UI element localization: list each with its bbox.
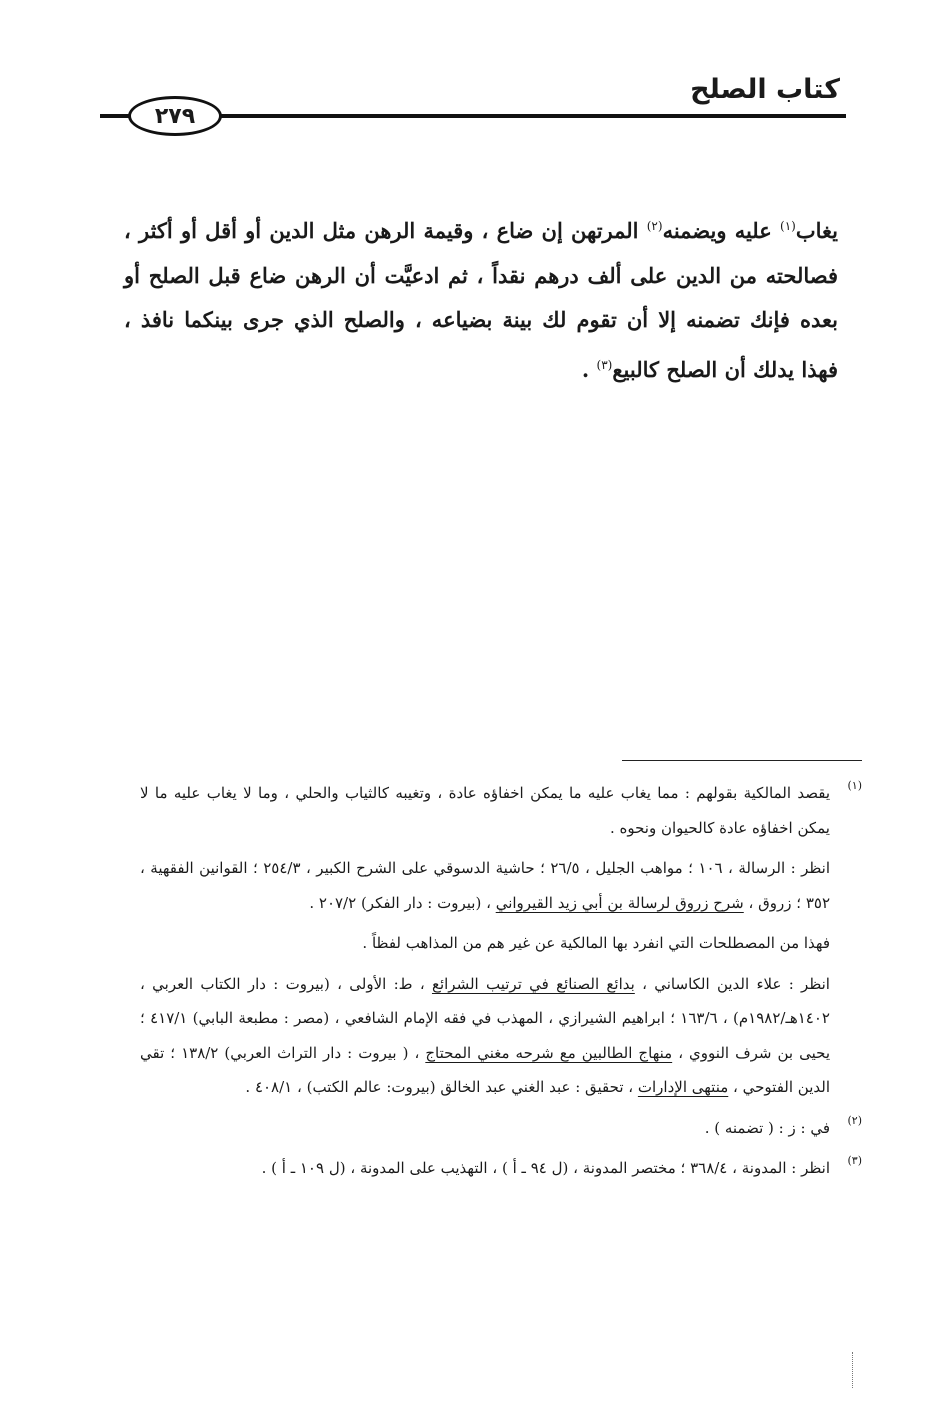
footnotes — [110, 776, 862, 1192]
footnote-separator — [622, 760, 862, 761]
footnote-body — [110, 1111, 830, 1152]
footnote-body — [110, 776, 830, 1111]
header-rule — [122, 114, 846, 118]
footnote-2 — [110, 1111, 862, 1152]
body-text-segment: يغاب — [795, 218, 838, 243]
footnote-paragraph: يقصد المالكية بقولهم : مما يغاب عليه ما يمكن اخفاؤه عادة ، وتغيبه كالثياب والحلي ، وما لا يغاب عليه ما لا يمكن اخفاؤه عادة كالحيوان ونحوه . — [140, 784, 830, 837]
footnote-paragraph: فهذا من المصطلحات التي انفرد بها المالكية عن غير هم من المذاهب لفظاً . — [362, 934, 830, 952]
cited-title: منهاج الطالبين مع شرحه مغني المحتاج — [425, 1043, 673, 1062]
body-text-segment: عليه ويضمنه — [662, 218, 781, 243]
footnote-text: ، تحقيق : عبد الغني عبد الخالق (بيروت: عالم الكتب) ، ٤٠٨/١ . — [245, 1078, 638, 1096]
scan-artifact — [852, 1352, 855, 1388]
footnote-ref-2: (٢) — [646, 219, 663, 233]
footnote-text: ، (بيروت : دار الفكر) ٢٠٧/٢ . — [309, 893, 496, 912]
body-text-segment: المرتهن إن ضاع ، وقيمة الرهن مثل الدين أو أقل أو أكثر ، فصالحته من الدين على ألف درهم نقداً ، ثم ادعيَّت أن الرهن ضاع قبل الصلح أو بعده فإنك تضمنه إلا أن تقوم لك بينة بضياعه ، والصلح الذي جرى بينكما نافذ ، فهذا يدلك أن الصلح كالبيع — [124, 218, 838, 382]
footnote-body — [110, 1151, 830, 1192]
footnote-text: انظر : الرسالة ، ١٠٦ ؛ مواهب الجليل ، ٢٦/٥ ؛ حاشية الدسوقي على الشرح الكبير ، ٢٥٤/٣ ؛ القوانين الفقهية ، ٣٥٢ ؛ زروق ، — [140, 859, 831, 912]
running-header-title: كتاب الصلح — [690, 74, 840, 105]
main-paragraph — [124, 204, 838, 392]
page-number-badge — [128, 96, 222, 136]
footnote-paragraph: في : ز : ( تضمنه ) . — [704, 1118, 830, 1137]
footnote-mark: (٢) — [847, 1113, 862, 1127]
cited-title: شرح زروق لرسالة بن أبي زيد القيرواني — [495, 893, 744, 912]
footnote-paragraph — [140, 967, 830, 1105]
footnote-text: انظر : علاء الدين الكاساني ، — [634, 974, 830, 993]
cited-title: بدائع الصنائع في ترتيب الشرائع — [431, 974, 635, 993]
footnote-ref-1: (١) — [780, 219, 796, 233]
footnote-text: ، ط: الأولى ، (بيروت : دار الكتاب العربي ، ١٤٠٢هـ/١٩٨٢م) ، ١٦٣/٦ ؛ ابراهيم الشيرازي ، المهذب في فقه الإمام الشافعي ، (مصر : مطبعة البابي) ٤١٧/١ ؛ يحيى بن شرف النووي ، — [140, 974, 830, 1062]
page-number: ٢٧٩ — [154, 103, 196, 129]
footnote-paragraph — [140, 851, 830, 920]
body-text-segment: . — [581, 356, 597, 382]
footnote-1 — [110, 776, 862, 1111]
footnote-paragraph: انظر : المدونة ، ٣٦٨/٤ ؛ مختصر المدونة ، (ل ٩٤ ـ أ ) ، التهذيب على المدونة ، (ل ١٠٩ ـ أ ) . — [261, 1159, 830, 1177]
footnote-ref-3: (٣) — [596, 357, 613, 372]
header-rule-tail — [100, 114, 130, 118]
footnote-mark: (١) — [847, 779, 862, 792]
footnote-3 — [110, 1151, 862, 1192]
footnote-mark: (٣) — [847, 1154, 862, 1167]
cited-title: منتهى الإدارات — [637, 1078, 729, 1096]
footnote-text: ، ( بيروت : دار التراث العربي) ١٣٨/٢ ؛ تقي الدين الفتوحي ، — [140, 1043, 830, 1096]
